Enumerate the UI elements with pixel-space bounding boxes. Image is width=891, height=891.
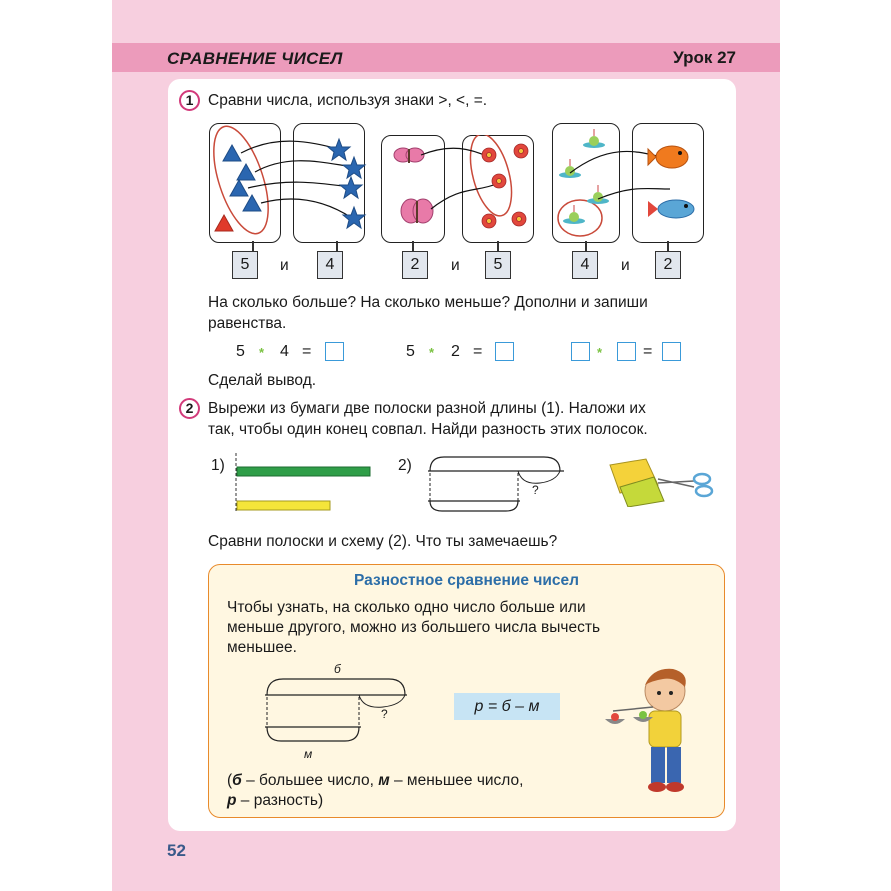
rule-scheme xyxy=(261,675,411,747)
task1-conclusion: Сделай вывод. xyxy=(208,372,317,389)
task-number-2: 2 xyxy=(179,398,200,419)
conjunction-i: и xyxy=(280,257,289,274)
legend-r: р xyxy=(227,792,237,809)
number-box-5: 5 xyxy=(485,251,511,279)
scissors-paper-illustration xyxy=(606,457,718,507)
eq2-answer-box[interactable] xyxy=(495,342,514,361)
conjunction-i: и xyxy=(451,257,460,274)
eq1-b: 4 xyxy=(280,343,289,360)
eq2-b: 2 xyxy=(451,343,460,360)
eq1-sign: * xyxy=(259,345,265,360)
page-number: 52 xyxy=(167,841,186,860)
rule-title: Разностное сравнение чисел xyxy=(354,572,579,589)
number-box-5: 5 xyxy=(232,251,258,279)
long-strip xyxy=(237,467,370,476)
number-box-4: 4 xyxy=(572,251,598,279)
number-box-2: 2 xyxy=(655,251,681,279)
legend-b: б xyxy=(232,772,242,789)
eq2-equals: = xyxy=(473,343,483,360)
short-strip xyxy=(237,501,330,510)
number-box-2: 2 xyxy=(402,251,428,279)
task2-instruction-line1: Вырежи из бумаги две полоски разной длины (1). Наложи их xyxy=(208,400,646,417)
eq1-answer-box[interactable] xyxy=(325,342,344,361)
eq3-answer-box[interactable] xyxy=(662,342,681,361)
task2-instruction-line2: так, чтобы один конец совпал. Найди разность этих полосок. xyxy=(208,421,648,438)
scheme-label-small: м xyxy=(304,747,313,761)
rule-line3: меньшее. xyxy=(227,639,297,656)
legend-line2: р – разность) xyxy=(227,792,324,809)
eq3-sign: * xyxy=(597,345,603,360)
legend-line1: (б – большее число, м – меньшее число, xyxy=(227,772,524,789)
rule-box xyxy=(208,564,725,818)
eq2-a: 5 xyxy=(406,343,415,360)
task1-question-line1: На сколько больше? На сколько меньше? Дополни и запиши xyxy=(208,294,648,311)
rule-line1: Чтобы узнать, на сколько одно число больше или xyxy=(227,599,586,616)
eq3-equals: = xyxy=(643,343,653,360)
scheme-question-mark: ? xyxy=(532,483,539,497)
floats-fish-illustration xyxy=(552,123,707,243)
task2-compare: Сравни полоски и схему (2). Что ты замечаешь? xyxy=(208,533,558,550)
eq3-box-b[interactable] xyxy=(617,342,636,361)
task-number-1: 1 xyxy=(179,90,200,111)
eq1-equals: = xyxy=(302,343,312,360)
rule-scheme-question-mark: ? xyxy=(381,707,388,721)
header-bar xyxy=(112,43,780,72)
butterflies-flowers-illustration xyxy=(381,135,536,243)
task1-question-line2: равенства. xyxy=(208,315,287,332)
conjunction-i: и xyxy=(621,257,630,274)
section-title: СРАВНЕНИЕ ЧИСЕЛ xyxy=(167,49,343,68)
lesson-label: Урок 27 xyxy=(673,48,736,67)
diagram2-label: 2) xyxy=(398,457,412,474)
boy-with-scales-illustration xyxy=(603,663,713,803)
scheme-label-big: б xyxy=(334,662,341,676)
eq2-sign: * xyxy=(429,345,435,360)
rule-line2: меньше другого, можно из большего числа вычесть xyxy=(227,619,601,636)
eq1-a: 5 xyxy=(236,343,245,360)
difference-scheme xyxy=(420,449,566,517)
page xyxy=(112,0,780,891)
content-card xyxy=(168,79,736,831)
strips-diagram xyxy=(232,453,372,513)
difference-formula: р = б – м xyxy=(454,693,560,720)
number-box-4: 4 xyxy=(317,251,343,279)
legend-m: м xyxy=(378,772,390,789)
diagram1-label: 1) xyxy=(211,457,225,474)
eq3-box-a[interactable] xyxy=(571,342,590,361)
task1-instruction: Сравни числа, используя знаки >, <, =. xyxy=(208,92,488,109)
triangles-stars-illustration xyxy=(209,123,369,243)
